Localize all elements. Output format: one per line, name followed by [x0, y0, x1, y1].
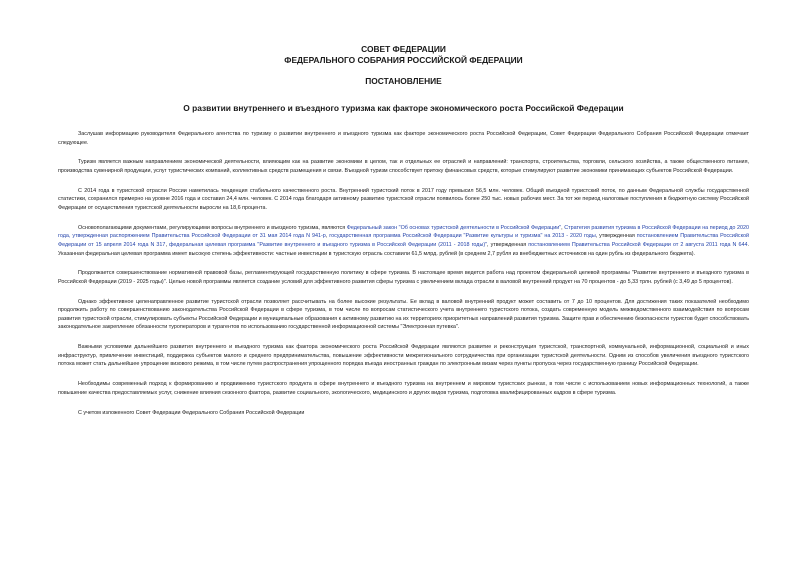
- link-federal-target-program[interactable]: федеральная целевая программа "Развитие внутреннего и въездного туризма в Российской Федерации (2011 - 2018 годы)": [168, 241, 488, 248]
- link-state-program-culture-tourism[interactable]: государственная программа Российской Федерации "Развитие культуры и туризма" на 2013 - 2020 годы: [329, 233, 596, 240]
- paragraph-1: Заслушав информацию руководителя Федерального агентства по туризму о развитии внутреннего и въездного туризма как факторе экономического роста Российской Федерации, Совет Федерации Федерального Собрания Российской Федерации отмечает следующее.: [58, 131, 749, 146]
- paragraph-2: Туризм является важным направлением экономической деятельности, влияющим как на развитие экономики в целом, так и отдельных ее отраслей и направлений: транспорта, строительства, торговли, сельского хозяйства, а также общественного питания, производства сувенирной продукции, услуг туристических компаний, коллективных средств размещения и связи. Въездной туризм способствует притоку финансовых средств, которые стимулируют развитие экономики принимающих субъектов Российской Федерации.: [58, 159, 749, 174]
- paragraph-4: [58, 224, 749, 258]
- paragraph-3: С 2014 года в туристской отрасли России наметилась тенденция стабильного качественного роста. Внутренний туристский поток в 2017 году превысил 56,5 млн. человек. Общий въездной туристский поток, по данным Федеральной службы государственной статистики, сохранился примерно на уровне 2016 года и составил 24,4 млн. человек. С 2014 года благодаря активному развитию туристской отрасли появилось более 250 тыс. новых рабочих мест. За тот же период налоговые поступления в бюджетную систему Российской Федерации от осуществления туристской деятельности выросли на 18,6 процента.: [58, 187, 749, 211]
- paragraph-4-text-6: , утвержденная: [487, 241, 529, 248]
- link-resolution-644[interactable]: постановлением Правительства Российской Федерации от 2 августа 2011 года N 644: [528, 241, 748, 248]
- paragraph-4-text-2: ,: [561, 224, 565, 231]
- link-federal-law-tourism[interactable]: Федеральный закон "Об основах туристской деятельности в Российской Федерации": [346, 224, 562, 231]
- paragraph-4-text-3: ,: [325, 233, 330, 240]
- paragraph-5: Продолжается совершенствование нормативной правовой базы, регламентирующей государственную политику в сфере туризма. В настоящее время ведется работа над проектом федеральной целевой программы "Развитие внутреннего и въездного туризма в Российской Федерации (2019 - 2025 годы)". Целью новой программы является создание условий для эффективного развития сферы туризма с увеличением вклада отрасли в валовой внутренний продукт на 70 процентов - до 5,33 трлн. рублей (с 3,49 до 5 процентов).: [58, 270, 749, 285]
- paragraph-9: С учетом изложенного Совет Федерации Федерального Собрания Российской Федерации: [78, 409, 305, 416]
- paragraph-4-text-1: Основополагающими документами, регулирующими вопросы внутреннего и въездного туризма, являются: [78, 224, 347, 231]
- document-type: ПОСТАНОВЛЕНИЕ: [365, 76, 442, 86]
- link-tourism-strategy-2020[interactable]: Стратегия развития туризма в Российской Федерации на период до 2020 года, утвержденная распоряжением Правительства Российской Федерации от 31 мая 2014 года N 941-р: [58, 224, 749, 240]
- paragraph-7: Важными условиями дальнейшего развития внутреннего и въездного туризма как фактора экономического роста Российской Федерации являются развитие и реконструкция туристской, транспортной, коммунальной, информационной, социальной и иных инфраструктур, привлечение инвестиций, поддержка субъектов малого и среднего предпринимательства, повышение эффективности межрегионального сотрудничества при организации туристской деятельности. Одним из способов увеличения въездного туристского потока может стать дальнейшее упрощение визового режима, в том числе путем распространения упрощенного порядка въезда иностранных граждан по электронным визам через пункты пропуска через государственную границу Российской Федерации.: [58, 344, 749, 368]
- council-title-line2: ФЕДЕРАЛЬНОГО СОБРАНИЯ РОССИЙСКОЙ ФЕДЕРАЦИИ: [284, 55, 523, 65]
- council-title-line1: СОВЕТ ФЕДЕРАЦИИ: [361, 44, 446, 54]
- paragraph-4-text-7: . Указанная федеральная целевая программа имеет высокую степень эффективности: частные инвестиции в туристскую отрасль составили 61,5 млрд. рублей (в среднем 2,7 рубля из внебюджетных источников на один рубль из федерального бюджета).: [58, 241, 749, 257]
- paragraph-6: Однако эффективное целенаправленное развитие туристской отрасли позволяет рассчитывать на более высокие результаты. Ее вклад в валовой внутренний продукт может составить от 7 до 10 процентов. Для достижения таких показателей необходимо продолжить работу по совершенствованию законодательства Российской Федерации в сфере туризма, в том числе по вопросам статистического учета внутреннего туристского потока, создать современную модель межведомственного взаимодействия по вопросам развития туристской отрасли, стимулировать субъекты Российской Федерации и муниципальные образования к активному развитию на их территориях приоритетных направлений развития туризма. Защите прав и обеспечению безопасности туристов будет способствовать законодательное закрепление обязанности туроператоров и турагентов по использованию государственной информационной системы "Электронная путевка".: [58, 298, 749, 331]
- paragraph-4-text-4: , утвержденная: [595, 233, 637, 240]
- link-resolution-317[interactable]: постановлением Правительства Российской Федерации от 15 апреля 2014 года N 317: [58, 233, 749, 248]
- paragraph-8: Необходимы современный подход к формированию и продвижению туристского продукта в сфере внутреннего и въездного туризма на внутреннем и мировом туристских рынках, в том числе с использованием новых информационных технологий, а также повышение качества предоставляемых услуг, снижение влияния сезонного фактора, развитие социального, экологического, медицинского и других видов туризма, подготовка квалифицированных кадров в сфере туризма.: [58, 381, 749, 396]
- document-subject: О развитии внутреннего и въездного туризма как факторе экономического роста Российской Федерации: [183, 103, 624, 113]
- paragraph-4-text-5: ,: [165, 241, 169, 248]
